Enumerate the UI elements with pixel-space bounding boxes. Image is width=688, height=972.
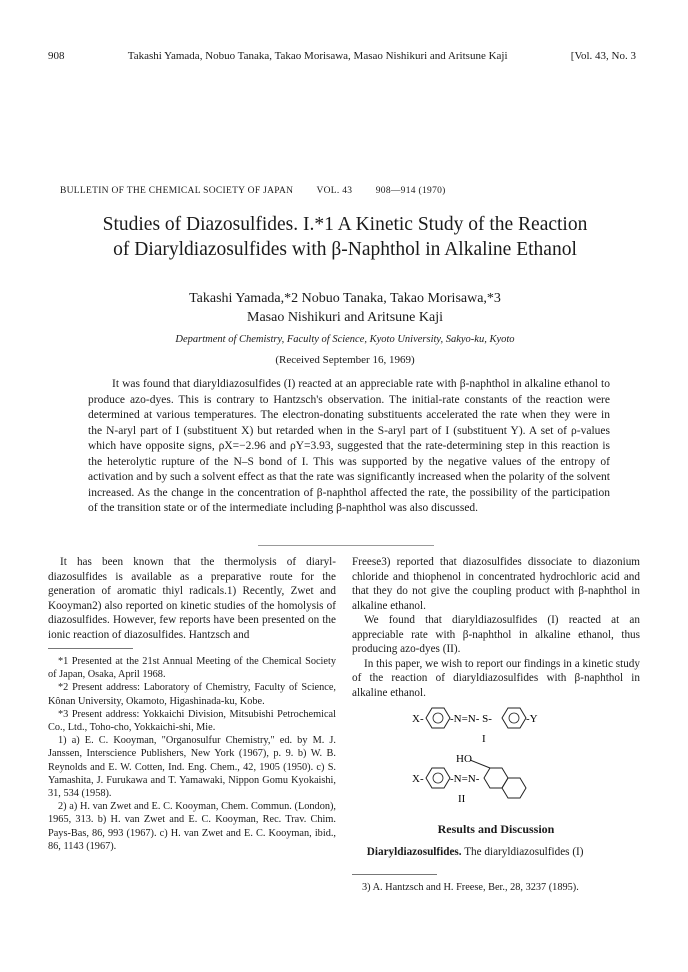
footnote-3: *3 Present address: Yokkaichi Division, Mitsubishi Petrochemical Co., Ltd., Toho-cho, Yokkaichi-shi, Mie.: [48, 708, 336, 734]
right-paragraph-1: Freese3) reported that diazosulfides dissociate to diazonium chloride and thiophenol in concentrated hydrochloric acid and that they do not give the coupling product with β-naphthol in alkaline ethanol.: [352, 556, 640, 612]
footnote-rule-right: [352, 874, 437, 875]
footnote-rule: [48, 648, 133, 649]
journal-pages: 908—914 (1970): [375, 186, 446, 196]
naphthalene-ring-b: [502, 778, 526, 798]
benzene-ring-2: [502, 708, 526, 728]
results-text: The diaryldiazosulfides (I): [464, 846, 584, 858]
right-column: [352, 555, 640, 700]
footnote-2: *2 Present address: Laboratory of Chemistry, Faculty of Science, Kônan University, Okamoto, Higashinada-ku, Kobe.: [48, 682, 336, 707]
footnote-1: *1 Presented at the 21st Annual Meeting of the Chemical Society of Japan, Osaka, April 1968.: [48, 656, 336, 681]
struct1-azo: -N=N- S-: [450, 713, 492, 725]
right-paragraph-3: In this paper, we wish to report our findings in a kinetic study of the reaction of diaryldiazosulfides with β-naphthol in alkaline ethanol.: [352, 657, 640, 699]
paper-title: [60, 212, 630, 262]
chemical-structures: [352, 690, 640, 818]
authors-line-1: Takashi Yamada,*2 Nobuo Tanaka, Takao Morisawa,*3: [189, 291, 501, 306]
journal-volume: VOL. 43: [316, 186, 353, 196]
abstract: It was found that diaryldiazosulfides (I) reacted at an appreciable rate with β-naphthol in alkaline ethanol to produce azo-dyes. This is contrary to Hantzsch's observation. The initial-rate constants of the reaction were determined at various temperatures. The electron-donating substituents accelerated the rate when they were in the N-aryl part of I (substituent X) but retarded when in the S-aryl part of I (substituent Y). A set of ρ-values which have opposite signs, ρX=−2.96 and ρY=3.93, suggested that the rate-determining step in this reaction is the heterolytic rupture of the N–S bond of I. This was supported by the negative values of the entropy of activation and by such a solvent effect as that the rate was significantly increased when the polarity of the solvent increased. As the change in the concentration of β-naphthol affected the rate, the possibility of the participation of the transition state or of the intermediate including β-naphthol was also discussed.: [88, 378, 610, 514]
section-heading: Results and Discussion: [437, 822, 555, 836]
reference-1: 1) a) E. C. Kooyman, "Organosulfur Chemistry," ed. by M. J. Janssen, Interscience Publishers, New York (1967), p. 9. b) W. B. Reynolds and E. W. Cotten, Ind. Eng. Chem., 42, 1905 (1950). c) S. Yamashita, J. Furukawa and T. Yamawaki, Nippon Gomu Kyokaishi, 31, 534 (1958).: [48, 735, 336, 800]
left-column: [48, 555, 336, 853]
struct2-x: X-: [412, 773, 424, 785]
struct1-y: -Y: [526, 713, 538, 725]
intro-paragraph: It has been known that the thermolysis of diaryl-diazosulfides is available as a preparative route for the generation of aromatic thiyl radicals.1) Recently, Zwet and Kooyman2) also reported on kinetic studies of the homolysis of diazosulfides. However, few reports have been presented on the ionic reaction of diazosulfides. Hantzsch and: [48, 556, 336, 641]
right-paragraph-2: We found that diaryldiazosulfides (I) reacted at an appreciable rate with β-naphthol in alkaline ethanol, thus producing azo-dyes (II).: [352, 614, 640, 655]
author-list: [60, 289, 630, 327]
header-volume: [Vol. 43, No. 3: [570, 50, 636, 62]
authors-line-2: Masao Nishikuri and Aritsune Kaji: [247, 310, 443, 325]
footnotes: [48, 655, 336, 853]
right-footnotes: [352, 868, 640, 894]
received-date: (Received September 16, 1969): [275, 354, 415, 366]
section-divider: [258, 545, 434, 546]
journal-name: BULLETIN OF THE CHEMICAL SOCIETY OF JAPAN: [60, 186, 294, 196]
struct2-azo: -N=N-: [450, 773, 480, 785]
struct1-label: I: [482, 733, 486, 745]
struct2-label: II: [458, 793, 466, 805]
running-header: [48, 50, 636, 62]
subheading: Diaryldiazosulfides.: [366, 846, 462, 858]
journal-line: [60, 186, 446, 196]
benzene-ring-1: [426, 708, 450, 728]
affiliation: Department of Chemistry, Faculty of Science, Kyoto University, Sakyo-ku, Kyoto: [175, 334, 515, 345]
structure-diagram: [352, 690, 640, 818]
title-line-2: of Diaryldiazosulfides with β-Naphthol in Alkaline Ethanol: [113, 239, 577, 260]
struct1-x: X-: [412, 713, 424, 725]
struct2-ho: HO: [456, 753, 472, 765]
naphthalene-ring-a: [484, 768, 508, 788]
header-authors: Takashi Yamada, Nobuo Tanaka, Takao Morisawa, Masao Nishikuri and Aritsune Kaji: [127, 50, 508, 62]
page-number: 908: [48, 50, 65, 62]
benzene-ring-3: [426, 768, 450, 788]
title-line-1: Studies of Diazosulfides. I.*1 A Kinetic Study of the Reaction: [102, 214, 588, 235]
results-first-line: [352, 846, 640, 858]
reference-2: 2) a) H. van Zwet and E. C. Kooyman, Chem. Commun. (London), 1965, 313. b) H. van Zwet and E. C. Kooyman, Rec. Trav. Chim. Pays-Bas, 86, 993 (1967). c) H. van Zwet and E. C. Kooyman, ibid., 86, 1143 (1967).: [48, 801, 336, 852]
reference-3: 3) A. Hantzsch and H. Freese, Ber., 28, 3237 (1895).: [362, 882, 579, 893]
